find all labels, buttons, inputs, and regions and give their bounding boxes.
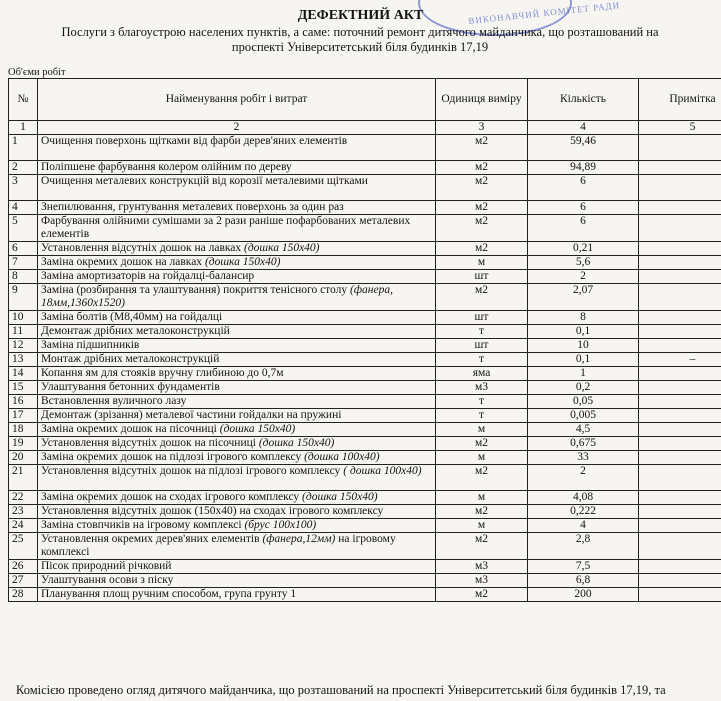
row-name [38,367,436,381]
table-row [9,311,721,325]
row-quantity: 0,222 [528,505,639,519]
row-quantity: 59,46 [528,135,639,161]
row-number: 13 [9,353,38,367]
footer-text: Комісією проведено огляд дитячого майданчика, що розташований на проспекті Університетський біля будинків 17,19, та [16,683,666,697]
row-number: 10 [9,311,38,325]
work-name: Заміна окремих дошок на лавках [41,256,205,268]
row-unit: м2 [436,242,528,256]
row-quantity: 2 [528,270,639,284]
row-name [38,270,436,284]
work-name: Заміна підшипників [41,339,140,351]
row-name [38,353,436,367]
row-quantity: 200 [528,588,639,602]
row-number: 12 [9,339,38,353]
row-note [639,533,721,560]
work-spec: (дошка 100х40) [304,451,380,463]
row-number: 6 [9,242,38,256]
header-name: Найменування робіт і витрат [38,79,436,121]
row-note [639,491,721,505]
table-row [9,270,721,284]
row-quantity: 2,8 [528,533,639,560]
row-number: 19 [9,437,38,451]
work-name: Монтаж дрібних металоконструкцій [41,353,220,365]
row-unit: т [436,409,528,423]
row-name [38,311,436,325]
row-quantity: 6,8 [528,574,639,588]
row-note [639,201,721,215]
table-row [9,367,721,381]
row-name [38,519,436,533]
work-name: Очищення металевих конструкцій від корозії металевими щітками [41,175,368,187]
row-note [639,256,721,270]
work-spec: (дошка 150х40) [204,256,281,268]
work-name: Очищення поверхонь щітками від фарби дерев'яних елементів [41,135,348,147]
row-quantity: 10 [528,339,639,353]
table-row [9,533,721,560]
row-unit: шт [436,339,528,353]
row-quantity: 4,5 [528,423,639,437]
row-number: 27 [9,574,38,588]
row-quantity: 6 [528,175,639,201]
row-note [639,574,721,588]
row-name [38,588,436,602]
row-quantity: 2,07 [528,284,639,311]
work-name: Заміна окремих дошок на підлозі ігрового комплексу [41,451,305,463]
row-name [38,465,436,491]
row-name [38,256,436,270]
row-name [38,242,436,256]
row-unit: м2 [436,588,528,602]
column-index-row [9,121,721,135]
table-row [9,381,721,395]
row-unit: м2 [436,215,528,242]
header-unit: Одиниця виміру [436,79,528,121]
row-name [38,175,436,201]
index-cell: 4 [528,121,639,135]
row-unit: м2 [436,437,528,451]
document-title: ДЕФЕКТНИЙ АКТ [297,8,424,23]
table-row [9,242,721,256]
work-name: Заміна окремих дошок на пісочниці [41,423,220,435]
row-name [38,533,436,560]
row-unit: м [436,519,528,533]
row-name [38,215,436,242]
work-name-tail: на ігровому комплексі [41,533,396,558]
row-name [38,560,436,574]
row-unit: м2 [436,135,528,161]
table-row [9,395,721,409]
row-number: 18 [9,423,38,437]
work-spec: (фанера,12мм) [262,533,336,545]
row-name [38,135,436,161]
row-note [639,135,721,161]
row-name [38,381,436,395]
row-name [38,451,436,465]
row-quantity: 7,5 [528,560,639,574]
row-name [38,491,436,505]
defects-table [8,78,721,602]
row-quantity: 0,675 [528,437,639,451]
work-name: Знепилювання, грунтування металевих поверхонь за один раз [41,201,344,213]
row-number: 3 [9,175,38,201]
row-unit: м3 [436,574,528,588]
row-note [639,215,721,242]
row-quantity: 33 [528,451,639,465]
row-unit: м2 [436,175,528,201]
table-row [9,437,721,451]
table-row [9,175,721,201]
work-name: Установлення відсутніх дошок на лавках [41,242,245,254]
work-name: Планування площ ручним способом, група грунту 1 [41,588,297,600]
row-note [639,505,721,519]
row-number: 7 [9,256,38,270]
work-name: Установлення відсутніх дошок (150х40) на сходах ігрового комплексу [41,505,384,517]
row-number: 17 [9,409,38,423]
work-name: Улаштування осови з піску [41,574,174,586]
header-qty: Кількість [528,79,639,121]
row-quantity: 0,05 [528,395,639,409]
work-name: Установлення відсутніх дошок на підлозі ігрового комплексу [41,465,344,477]
row-quantity: 0,1 [528,325,639,339]
row-number: 15 [9,381,38,395]
work-name: Заміна (розбирання та улаштування) покриття тенісного столу [41,284,351,296]
row-number: 16 [9,395,38,409]
row-number: 11 [9,325,38,339]
row-unit: т [436,395,528,409]
row-quantity: 8 [528,311,639,325]
row-name [38,395,436,409]
row-number: 23 [9,505,38,519]
row-number: 22 [9,491,38,505]
index-cell: 5 [639,121,721,135]
table-row [9,588,721,602]
row-note [639,161,721,175]
row-name [38,505,436,519]
work-spec: (фанера, 18мм,1360х1520) [41,284,393,309]
work-spec: ( дошка 100х40) [343,465,422,477]
row-quantity: 5,6 [528,256,639,270]
work-name: Заміна болтів (М8,40мм) на гойдалці [41,311,223,323]
header-num: № [9,79,38,121]
row-name [38,284,436,311]
table-row [9,574,721,588]
row-note [639,519,721,533]
row-note [639,423,721,437]
work-name: Заміна окремих дошок на сходах ігрового комплексу [41,491,303,503]
work-name: Установлення відсутніх дошок на пісочниці [41,437,259,449]
header-note: Примітка [639,79,721,121]
row-note [639,437,721,451]
row-name [38,325,436,339]
work-name: Заміна амортизаторів на гойдалці-балансир [41,270,255,282]
row-note [639,242,721,256]
table-row [9,284,721,311]
row-number: 28 [9,588,38,602]
row-name [38,437,436,451]
work-name: Встановлення вуличного лазу [41,395,187,407]
row-name [38,161,436,175]
work-spec: (брус 100х100) [244,519,317,531]
row-note [639,270,721,284]
table-row [9,423,721,437]
row-note [639,325,721,339]
row-quantity: 0,2 [528,381,639,395]
row-note [639,451,721,465]
row-quantity: 0,21 [528,242,639,256]
row-quantity: 4,08 [528,491,639,505]
row-name [38,574,436,588]
row-quantity: 0,1 [528,353,639,367]
row-unit: м [436,451,528,465]
work-spec: (дошка 150х40) [258,437,335,449]
row-unit: м2 [436,465,528,491]
table-row [9,409,721,423]
row-unit: шт [436,311,528,325]
row-number: 2 [9,161,38,175]
document-subtitle: Послуги з благоустрою населених пунктів, а саме: поточний ремонт дитячого майданчика, що розташований на проспекті Університетський біля будинків 17,19 [61,25,659,54]
index-cell: 3 [436,121,528,135]
row-quantity: 0,005 [528,409,639,423]
row-unit: м2 [436,161,528,175]
table-row [9,161,721,175]
work-spec: (дошка 150х40) [302,491,378,503]
stamp-text: ВИКОНАВЧИЙ КОМІТЕТ РАДИ [467,0,621,26]
work-name: Пісок природний річковий [41,560,172,572]
row-note [639,409,721,423]
table-row [9,465,721,491]
row-quantity: 1 [528,367,639,381]
table-row [9,215,721,242]
work-name: Демонтаж дрібних металоконструкцій [41,325,230,337]
work-name: Улаштування бетонних фундаментів [41,381,220,393]
table-row [9,505,721,519]
row-number: 24 [9,519,38,533]
row-quantity: 94,89 [528,161,639,175]
row-number: 1 [9,135,38,161]
row-note [639,395,721,409]
table-row [9,519,721,533]
work-name: Заміна стовпчиків на ігровому комплексі [41,519,245,531]
work-name: Установлення окремих дерев'яних елементів [41,533,263,545]
row-number: 21 [9,465,38,491]
table-row [9,451,721,465]
row-quantity: 6 [528,201,639,215]
row-number: 26 [9,560,38,574]
row-number: 25 [9,533,38,560]
work-spec: (дошка 150х40) [244,242,320,254]
row-unit: шт [436,270,528,284]
row-note [639,311,721,325]
row-note [639,175,721,201]
row-number: 9 [9,284,38,311]
row-number: 5 [9,215,38,242]
row-unit: м [436,256,528,270]
row-note [639,381,721,395]
row-number: 20 [9,451,38,465]
row-unit: т [436,353,528,367]
table-row [9,325,721,339]
row-unit: м [436,491,528,505]
row-quantity: 6 [528,215,639,242]
row-note [639,465,721,491]
index-cell: 2 [38,121,436,135]
table-row [9,256,721,270]
row-unit: т [436,325,528,339]
table-row [9,135,721,161]
row-number: 8 [9,270,38,284]
index-cell: 1 [9,121,38,135]
table-row [9,560,721,574]
table-row [9,201,721,215]
row-number: 4 [9,201,38,215]
work-name: Копання ям для стояків вручну глибиною до 0,7м [41,367,284,379]
work-name: Демонтаж (зрізання) металевої частини гойдалки на пружині [41,409,342,421]
row-quantity: 2 [528,465,639,491]
row-note [639,560,721,574]
row-unit: м2 [436,201,528,215]
row-note [639,284,721,311]
work-name: Поліпшене фарбування колером олійним по дереву [41,161,292,173]
row-number: 14 [9,367,38,381]
row-note [639,367,721,381]
section-label: Об'єми робіт [8,67,66,78]
row-note: – [639,353,721,367]
row-unit: яма [436,367,528,381]
row-unit: м2 [436,505,528,519]
row-unit: м2 [436,284,528,311]
row-unit: м3 [436,560,528,574]
table-header-row [9,79,721,121]
table-row [9,353,721,367]
work-name: Фарбування олійними сумішами за 2 рази раніше пофарбованих металевих елементів [41,215,411,240]
table-row [9,339,721,353]
row-name [38,409,436,423]
row-unit: м [436,423,528,437]
row-name [38,423,436,437]
row-name [38,339,436,353]
work-spec: (дошка 150х40) [219,423,296,435]
row-quantity: 4 [528,519,639,533]
row-note [639,339,721,353]
table-row [9,491,721,505]
row-unit: м2 [436,533,528,560]
row-unit: м3 [436,381,528,395]
row-note [639,588,721,602]
row-name [38,201,436,215]
